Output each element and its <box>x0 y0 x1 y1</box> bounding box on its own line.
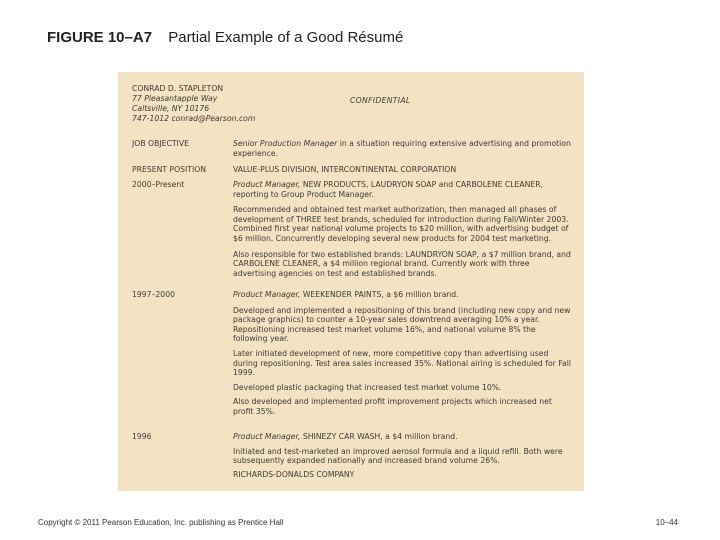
figure-number: FIGURE 10–A7 <box>47 29 153 46</box>
job-2-desc: WEEKENDER PAINTS, a $6 million brand. <box>300 290 459 299</box>
job-2-paragraph-2: Later initiated development of new, more competitive copy than advertising used during repositioning. Test area sales increased 35%. National airing is scheduled for Fall 1999. <box>233 348 571 378</box>
figure-title <box>47 29 403 46</box>
job-1-section <box>233 180 571 278</box>
job-objective-label: JOB OBJECTIVE <box>132 139 189 148</box>
job-2-paragraph-4: Also developed and implemented profit improvement projects which increased net profit 35%. <box>233 397 552 416</box>
applicant-street: 77 Pleasantapple Way <box>132 94 218 103</box>
objective-title: Senior Production Manager <box>233 139 338 148</box>
job-3-title: Product Manager, <box>233 432 301 441</box>
job-2-section <box>233 290 571 417</box>
applicant-name: CONRAD D. STAPLETON <box>132 84 224 93</box>
period-1997-2000: 1997–2000 <box>132 290 175 299</box>
job-2-title: Product Manager, <box>233 290 301 299</box>
job-3-desc: SHINEZY CAR WASH, a $4 million brand. <box>300 432 458 441</box>
page-number: 10–44 <box>655 518 678 527</box>
confidential-label: CONFIDENTIAL <box>350 96 411 105</box>
job-2-paragraph-3: Developed plastic packaging that increased test market volume 10%. <box>233 382 502 392</box>
job-3-company: RICHARDS-DONALDS COMPANY <box>233 469 355 479</box>
resume-header <box>132 84 255 124</box>
job-1-paragraph-2: Also responsible for two established brands: LAUNDRYON SOAP, a $7 million brand, and CARBOLENE CLEANER, a $4 million regional brand. Currently work with three advertising agencies on test and established brands. <box>233 249 571 278</box>
applicant-city: Caltsville, NY 10176 <box>132 104 210 113</box>
copyright-notice: Copyright © 2011 Pearson Education, Inc. publishing as Prentice Hall <box>38 518 284 527</box>
job-objective-text <box>233 139 571 158</box>
job-3-paragraph-1: Initiated and test-marketed an improved aerosol formula and a liquid refill. Both were subsequently expanded nationally and increased brand volume 26%. <box>233 446 563 466</box>
figure-caption: Partial Example of a Good Résumé <box>168 29 404 46</box>
job-1-desc: NEW PRODUCTS, LAUDRYON SOAP and CARBOLENE CLEANER, reporting to Group Product Manager. <box>233 180 544 199</box>
present-company: VALUE-PLUS DIVISION, INTERCONTINENTAL CORPORATION <box>233 165 457 174</box>
job-3-section <box>233 432 571 479</box>
job-2-paragraph-1: Developed and implemented a repositioning of this brand (including new copy and new package graphics) to counter a 10-year sales downtrend averaging 10% a year. Repositioning increased test market volume 16%, and national volume 8% the following year. <box>233 305 571 344</box>
job-1-paragraph-1: Recommended and obtained test market authorization, then managed all phases of development of THREE test brands, scheduled for introduction during Fall/Winter 2003. Combined first year national volume projects to $20 million, with advertising budget of $6 million. Concurrently developing several new products for 2004 test marketing. <box>233 205 569 243</box>
resume-image <box>118 72 584 491</box>
period-1996: 1996 <box>132 432 152 441</box>
objective-text: in a situation requiring extensive advertising and promotion experience. <box>233 139 571 158</box>
job-1-title: Product Manager, <box>233 180 301 189</box>
period-2000-present: 2000–Present <box>132 180 185 189</box>
applicant-contact: 747-1012 conrad@Pearson.com <box>132 114 256 123</box>
present-position-label: PRESENT POSITION <box>132 165 207 174</box>
